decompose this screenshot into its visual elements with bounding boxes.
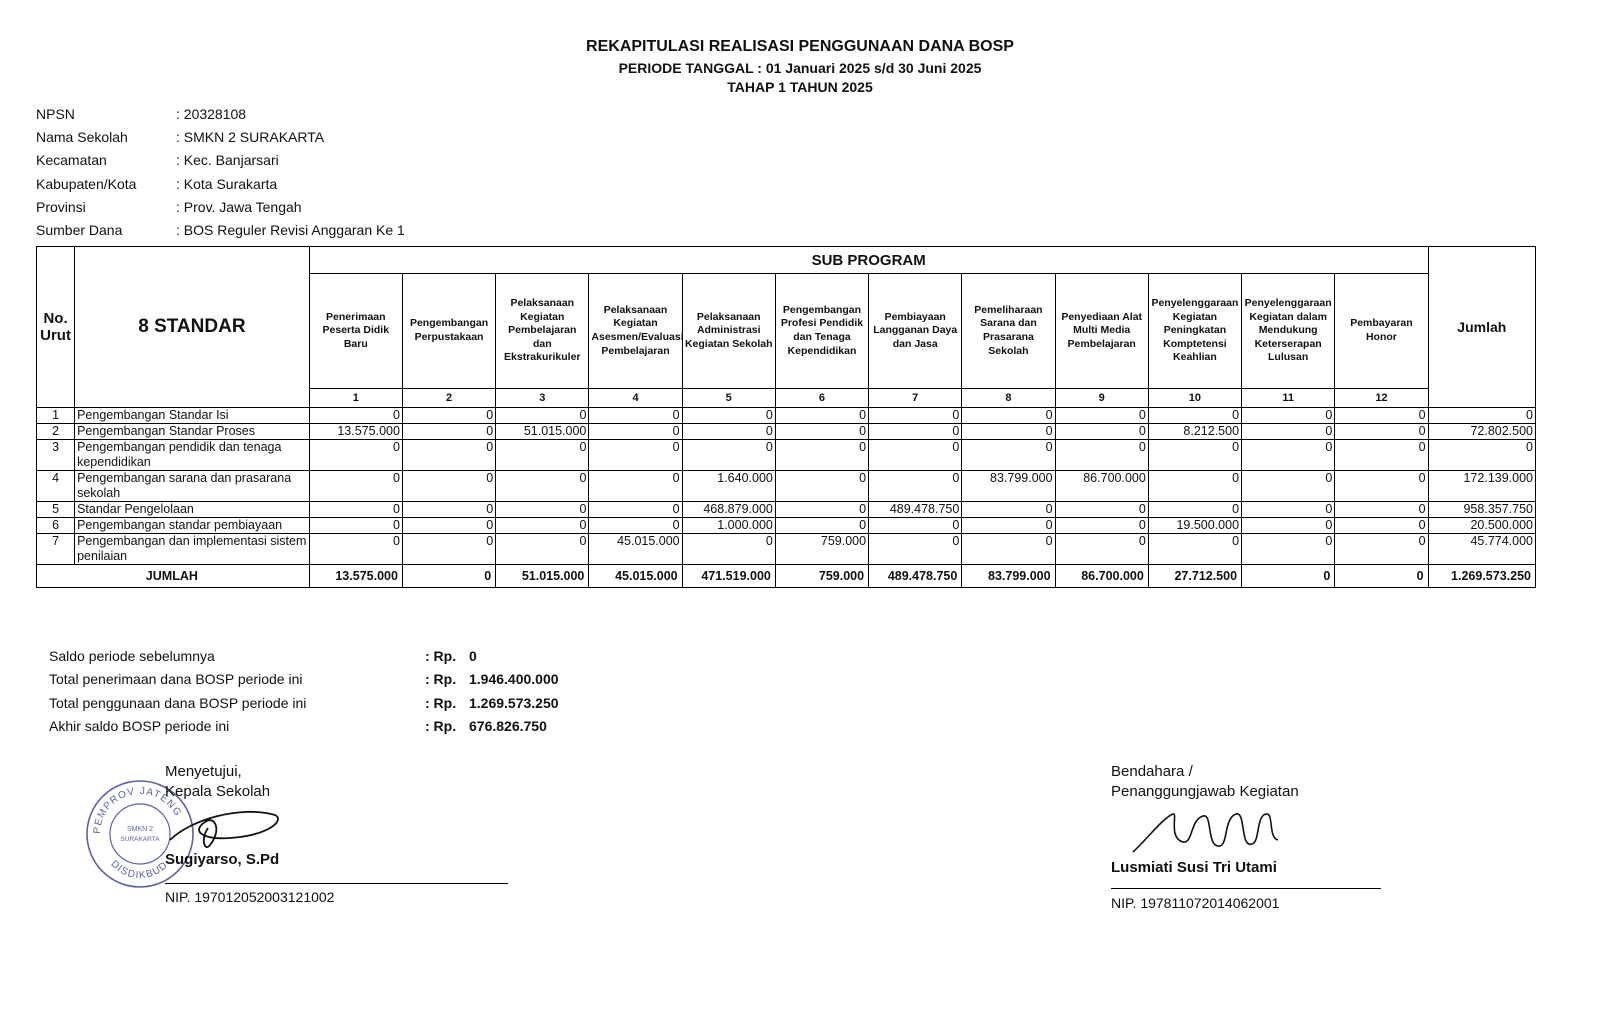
cell-value: 0 bbox=[496, 471, 589, 502]
sub-program-column-header: Pembayaran Honor bbox=[1335, 274, 1428, 389]
standard-name: Pengembangan Standar Proses bbox=[75, 424, 310, 440]
cell-value: 0 bbox=[962, 424, 1055, 440]
row-number: 4 bbox=[37, 471, 75, 502]
summary-block bbox=[49, 648, 559, 741]
table-row bbox=[37, 518, 1536, 534]
cell-value: 0 bbox=[682, 440, 775, 471]
column-number: 9 bbox=[1055, 389, 1148, 408]
standard-name: Pengembangan pendidik dan tenaga kependidikan bbox=[75, 440, 310, 471]
cell-value: 489.478.750 bbox=[869, 502, 962, 518]
table-row bbox=[37, 534, 1536, 565]
column-number: 11 bbox=[1242, 389, 1335, 408]
summary-label: Total penggunaan dana BOSP periode ini bbox=[49, 694, 307, 711]
cell-value: 468.879.000 bbox=[682, 502, 775, 518]
cell-value: 0 bbox=[496, 534, 589, 565]
row-number: 5 bbox=[37, 502, 75, 518]
total-value: 45.015.000 bbox=[589, 565, 682, 588]
summary-row bbox=[49, 648, 559, 671]
column-number: 4 bbox=[589, 389, 682, 408]
cell-value: 1.000.000 bbox=[682, 518, 775, 534]
cell-value: 86.700.000 bbox=[1055, 471, 1148, 502]
cell-value: 0 bbox=[589, 471, 682, 502]
sub-program-column-header: Pengembangan Perpustakaan bbox=[402, 274, 495, 389]
approver-nip: NIP. 197012052003121002 bbox=[165, 889, 335, 905]
column-number: 7 bbox=[869, 389, 962, 408]
summary-row bbox=[49, 695, 559, 718]
cell-value: 0 bbox=[1242, 440, 1335, 471]
standard-name: Pengembangan sarana dan prasarana sekolah bbox=[75, 471, 310, 502]
summary-row bbox=[49, 671, 559, 694]
standard-name: Pengembangan Standar Isi bbox=[75, 408, 310, 424]
summary-currency: : Rp. bbox=[425, 648, 457, 664]
info-row bbox=[36, 176, 405, 199]
cell-value: 13.575.000 bbox=[309, 424, 402, 440]
total-value: 471.519.000 bbox=[682, 565, 775, 588]
cell-value: 0 bbox=[402, 534, 495, 565]
summary-currency: : Rp. bbox=[425, 717, 457, 734]
info-row bbox=[36, 222, 405, 245]
info-label: Sumber Dana bbox=[36, 221, 123, 238]
treasurer-signature-line bbox=[1111, 888, 1381, 889]
row-number: 2 bbox=[37, 424, 75, 440]
row-total: 45.774.000 bbox=[1428, 534, 1535, 565]
cell-value: 0 bbox=[309, 518, 402, 534]
cell-value: 759.000 bbox=[775, 534, 868, 565]
cell-value: 8.212.500 bbox=[1148, 424, 1241, 440]
row-total: 172.139.000 bbox=[1428, 471, 1535, 502]
approver-name: Sugiyarso, S.Pd bbox=[165, 851, 280, 868]
cell-value: 0 bbox=[309, 471, 402, 502]
column-number: 10 bbox=[1148, 389, 1241, 408]
total-value: 86.700.000 bbox=[1055, 565, 1148, 588]
stamp-bottom-text: DISDIKBUD bbox=[108, 858, 171, 882]
sub-program-column-header: Pengembangan Profesi Pendidik dan Tenaga Kependidikan bbox=[775, 274, 868, 389]
cell-value: 0 bbox=[1148, 502, 1241, 518]
row-number: 7 bbox=[37, 534, 75, 565]
cell-value: 0 bbox=[775, 502, 868, 518]
sub-program-column-header: Pemeliharaan Sarana dan Prasarana Sekolah bbox=[962, 274, 1055, 389]
stamp-center-1: SMKN 2 bbox=[126, 826, 154, 833]
summary-value: 1.269.573.250 bbox=[469, 694, 559, 711]
total-value: 27.712.500 bbox=[1148, 565, 1241, 588]
sub-program-column-header: Pelaksanaan Kegiatan Asesmen/Evaluasi Pembelajaran bbox=[589, 274, 682, 389]
treasurer-nip: NIP. 197811072014062001 bbox=[1111, 895, 1280, 911]
cell-value: 0 bbox=[309, 534, 402, 565]
sub-program-column-header: Penyelenggaraan Kegiatan Peningkatan Komptetensi Keahlian bbox=[1148, 274, 1241, 389]
info-value: : SMKN 2 SURAKARTA bbox=[176, 129, 325, 146]
total-value: 489.478.750 bbox=[869, 565, 962, 588]
no-urut-header: No. Urut bbox=[37, 247, 75, 408]
total-value: 759.000 bbox=[775, 565, 868, 588]
summary-label: Akhir saldo BOSP periode ini bbox=[49, 717, 230, 734]
totals-label: JUMLAH bbox=[37, 565, 310, 588]
cell-value: 0 bbox=[402, 424, 495, 440]
cell-value: 0 bbox=[496, 440, 589, 471]
cell-value: 0 bbox=[589, 502, 682, 518]
cell-value: 0 bbox=[962, 534, 1055, 565]
total-value: 83.799.000 bbox=[962, 565, 1055, 588]
cell-value: 0 bbox=[1242, 518, 1335, 534]
cell-value: 0 bbox=[775, 440, 868, 471]
cell-value: 0 bbox=[1055, 502, 1148, 518]
info-label: Kabupaten/Kota bbox=[36, 175, 137, 192]
cell-value: 0 bbox=[869, 518, 962, 534]
approval-label: Menyetujui, bbox=[165, 763, 242, 780]
summary-currency: : Rp. bbox=[425, 694, 457, 711]
approver-title: Kepala Sekolah bbox=[165, 782, 271, 800]
cell-value: 0 bbox=[869, 408, 962, 424]
cell-value: 0 bbox=[309, 502, 402, 518]
standard-name: Pengembangan dan implementasi sistem penilaian bbox=[75, 534, 310, 565]
total-value: 0 bbox=[1335, 565, 1428, 588]
cell-value: 0 bbox=[402, 518, 495, 534]
cell-value: 0 bbox=[962, 518, 1055, 534]
realization-table bbox=[36, 246, 1536, 588]
info-value: : BOS Reguler Revisi Anggaran Ke 1 bbox=[176, 221, 405, 238]
row-number: 3 bbox=[37, 440, 75, 471]
total-value: 0 bbox=[402, 565, 495, 588]
column-number: 8 bbox=[962, 389, 1055, 408]
cell-value: 83.799.000 bbox=[962, 471, 1055, 502]
column-number: 1 bbox=[309, 389, 402, 408]
report-title: REKAPITULASI REALISASI PENGGUNAAN DANA BOSP bbox=[586, 38, 1014, 55]
cell-value: 45.015.000 bbox=[589, 534, 682, 565]
cell-value: 0 bbox=[1148, 534, 1241, 565]
total-value: 0 bbox=[1242, 565, 1335, 588]
cell-value: 0 bbox=[1242, 408, 1335, 424]
info-row bbox=[36, 152, 405, 175]
stamp-center-2: SURAKARTA bbox=[120, 836, 160, 843]
cell-value: 0 bbox=[1148, 440, 1241, 471]
report-period: PERIODE TANGGAL : 01 Januari 2025 s/d 30 Juni 2025 bbox=[618, 60, 982, 76]
treasurer-title: Penanggungjawab Kegiatan bbox=[1111, 782, 1299, 800]
cell-value: 0 bbox=[1055, 518, 1148, 534]
approver-signature-line bbox=[165, 883, 508, 884]
cell-value: 51.015.000 bbox=[496, 424, 589, 440]
cell-value: 0 bbox=[682, 408, 775, 424]
row-total: 0 bbox=[1428, 408, 1535, 424]
summary-label: Total penerimaan dana BOSP periode ini bbox=[49, 671, 303, 688]
info-label: Nama Sekolah bbox=[36, 129, 128, 146]
info-label: NPSN bbox=[36, 106, 75, 122]
cell-value: 0 bbox=[402, 471, 495, 502]
sub-program-column-header: Penerimaan Peserta Didik Baru bbox=[309, 274, 402, 389]
treasurer-signature-scribble bbox=[1128, 808, 1288, 856]
cell-value: 0 bbox=[1055, 440, 1148, 471]
jumlah-header: Jumlah bbox=[1428, 247, 1535, 408]
total-value: 13.575.000 bbox=[309, 565, 402, 588]
sub-program-header: SUB PROGRAM bbox=[309, 247, 1428, 274]
row-total: 958.357.750 bbox=[1428, 502, 1535, 518]
cell-value: 0 bbox=[869, 424, 962, 440]
stamp-top-text: PEMPROV JATENG bbox=[91, 785, 184, 835]
grand-total: 1.269.573.250 bbox=[1428, 565, 1535, 588]
cell-value: 0 bbox=[1148, 408, 1241, 424]
sub-program-column-header: Pelaksanaan Administrasi Kegiatan Sekolah bbox=[682, 274, 775, 389]
cell-value: 0 bbox=[1242, 471, 1335, 502]
info-value: : Kota Surakarta bbox=[176, 175, 278, 192]
cell-value: 0 bbox=[496, 408, 589, 424]
cell-value: 0 bbox=[496, 502, 589, 518]
approver-signature-scribble bbox=[160, 800, 290, 860]
cell-value: 0 bbox=[962, 440, 1055, 471]
cell-value: 19.500.000 bbox=[1148, 518, 1241, 534]
column-number: 12 bbox=[1335, 389, 1428, 408]
summary-value: 0 bbox=[469, 648, 477, 664]
cell-value: 0 bbox=[682, 424, 775, 440]
column-number: 6 bbox=[775, 389, 868, 408]
standard-name: Pengembangan standar pembiayaan bbox=[75, 518, 310, 534]
cell-value: 1.640.000 bbox=[682, 471, 775, 502]
row-number: 6 bbox=[37, 518, 75, 534]
info-label: Provinsi bbox=[36, 198, 86, 215]
sub-program-column-header: Penyediaan Alat Multi Media Pembelajaran bbox=[1055, 274, 1148, 389]
cell-value: 0 bbox=[1242, 424, 1335, 440]
cell-value: 0 bbox=[775, 471, 868, 502]
school-info bbox=[36, 106, 405, 245]
cell-value: 0 bbox=[775, 424, 868, 440]
cell-value: 0 bbox=[1055, 408, 1148, 424]
cell-value: 0 bbox=[1335, 424, 1428, 440]
table-row bbox=[37, 471, 1536, 502]
cell-value: 0 bbox=[1335, 534, 1428, 565]
column-number: 2 bbox=[402, 389, 495, 408]
table-row bbox=[37, 408, 1536, 424]
cell-value: 0 bbox=[869, 471, 962, 502]
cell-value: 0 bbox=[1335, 408, 1428, 424]
info-value: : Prov. Jawa Tengah bbox=[176, 198, 302, 215]
table-row bbox=[37, 440, 1536, 471]
column-number: 5 bbox=[682, 389, 775, 408]
treasurer-label: Bendahara / bbox=[1111, 763, 1193, 780]
treasurer-name: Lusmiati Susi Tri Utami bbox=[1111, 859, 1277, 876]
info-value: : 20328108 bbox=[176, 106, 247, 122]
summary-row bbox=[49, 718, 559, 741]
cell-value: 0 bbox=[309, 408, 402, 424]
cell-value: 0 bbox=[589, 424, 682, 440]
cell-value: 0 bbox=[869, 534, 962, 565]
cell-value: 0 bbox=[589, 518, 682, 534]
sub-program-column-header: Penyelenggaraan Kegiatan dalam Mendukung Keterserapan Lulusan bbox=[1242, 274, 1335, 389]
cell-value: 0 bbox=[775, 408, 868, 424]
cell-value: 0 bbox=[402, 408, 495, 424]
cell-value: 0 bbox=[1055, 534, 1148, 565]
standard-name: Standar Pengelolaan bbox=[75, 502, 310, 518]
report-stage: TAHAP 1 TAHUN 2025 bbox=[727, 79, 873, 95]
standar-header: 8 STANDAR bbox=[75, 247, 310, 408]
cell-value: 0 bbox=[869, 440, 962, 471]
sub-program-column-header: Pelaksanaan Kegiatan Pembelajaran dan Ekstrakurikuler bbox=[496, 274, 589, 389]
cell-value: 0 bbox=[1335, 471, 1428, 502]
summary-currency: : Rp. bbox=[425, 671, 457, 688]
cell-value: 0 bbox=[962, 408, 1055, 424]
summary-label: Saldo periode sebelumnya bbox=[49, 648, 215, 664]
cell-value: 0 bbox=[775, 518, 868, 534]
cell-value: 0 bbox=[1335, 502, 1428, 518]
totals-row bbox=[37, 565, 1536, 588]
cell-value: 0 bbox=[1148, 471, 1241, 502]
cell-value: 0 bbox=[1242, 534, 1335, 565]
cell-value: 0 bbox=[682, 534, 775, 565]
row-number: 1 bbox=[37, 408, 75, 424]
info-row bbox=[36, 106, 405, 129]
cell-value: 0 bbox=[402, 440, 495, 471]
total-value: 51.015.000 bbox=[496, 565, 589, 588]
cell-value: 0 bbox=[589, 440, 682, 471]
cell-value: 0 bbox=[309, 440, 402, 471]
info-label: Kecamatan bbox=[36, 152, 107, 169]
cell-value: 0 bbox=[496, 518, 589, 534]
approver-signature-block bbox=[165, 762, 280, 868]
treasurer-signature-block bbox=[1111, 762, 1299, 876]
cell-value: 0 bbox=[402, 502, 495, 518]
cell-value: 0 bbox=[1242, 502, 1335, 518]
info-value: : Kec. Banjarsari bbox=[176, 152, 279, 169]
table-row bbox=[37, 424, 1536, 440]
cell-value: 0 bbox=[1335, 518, 1428, 534]
info-row bbox=[36, 129, 405, 152]
summary-value: 1.946.400.000 bbox=[469, 671, 559, 688]
table-row bbox=[37, 502, 1536, 518]
sub-program-column-header: Pembiayaan Langganan Daya dan Jasa bbox=[869, 274, 962, 389]
row-total: 72.802.500 bbox=[1428, 424, 1535, 440]
cell-value: 0 bbox=[589, 408, 682, 424]
cell-value: 0 bbox=[962, 502, 1055, 518]
cell-value: 0 bbox=[1055, 424, 1148, 440]
row-total: 20.500.000 bbox=[1428, 518, 1535, 534]
row-total: 0 bbox=[1428, 440, 1535, 471]
summary-value: 676.826.750 bbox=[469, 717, 547, 734]
column-number: 3 bbox=[496, 389, 589, 408]
cell-value: 0 bbox=[1335, 440, 1428, 471]
info-row bbox=[36, 199, 405, 222]
svg-text:DISDIKBUD bbox=[108, 859, 170, 882]
